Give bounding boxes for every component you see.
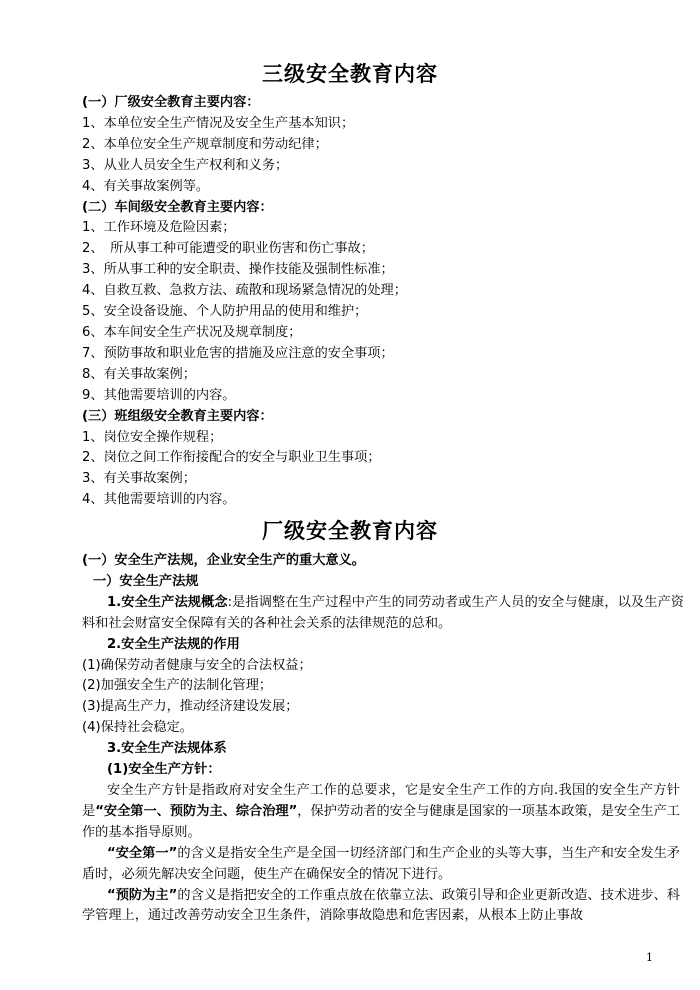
policy-slogan: “安全第一、预防为主、综合治理” [95,803,298,819]
list-item: 9、其他需要培训的内容。 [82,387,236,403]
concept-label: 1.安全生产法规概念 [107,594,228,610]
list-item: 5、安全设备设施、个人防护用品的使用和维护； [82,304,368,320]
prevention-text: 的含义是指把安全的工作重点放在依靠立法、政策引导和企业更新改造、技术进步、科学管理上，通过改善劳动安全卫生条件，消除事故隐患和危害因素，从根本上防止事故 [82,887,680,924]
list-item: 1、工作环境及危险因素； [82,220,236,236]
list-item: 6、本车间安全生产状况及规章制度； [82,324,302,340]
safety-first-paragraph [82,844,680,886]
list-item: (2)加强安全生产的法制化管理； [82,678,273,694]
list-item: (1)确保劳动者健康与安全的合法权益； [82,657,312,673]
page-number: 1 [646,951,653,964]
safety-first-term: “安全第一” [107,845,178,861]
list-item: 4、其他需要培训的内容。 [82,492,236,508]
list-item: 8、有关事故案例； [82,366,196,382]
list-item: 2、 所从事工种可能遭受的职业伤害和伤亡事故； [82,241,374,257]
safety-first-text: 的含义是指安全生产是全国一切经济部门和生产企业的头等大事，当生产和安全发生矛盾时，必须先解决安全问题，使生产在确保安全的情况下进行。 [82,845,680,882]
three-level-section [0,93,700,511]
concept-paragraph [82,593,684,635]
role-heading: 2.安全生产法规的作用 [107,636,240,652]
prevention-paragraph [82,886,680,928]
level1-heading: (一）厂级安全教育主要内容： [82,95,260,110]
page-title: 三级安全教育内容 [262,62,438,86]
list-item: (3)提高生产力，推动经济建设发展； [82,699,299,715]
list-item: 3、从业人员安全生产权利和义务； [82,157,289,173]
policy-text-b: ，保护劳动者的安全与健康是国家的一项基本政策，是安全生产工作的基本指导原则。 [82,803,680,840]
section-title: 厂级安全教育内容 [262,519,438,543]
list-item: 2、岗位之间工作衔接配合的安全与职业卫生事项； [82,450,381,466]
policy-text-a: 安全生产方针是指政府对安全生产工作的总要求，它是安全生产工作的方向.我国的安全生产方针是 [82,782,680,819]
list-item: 4、自救互救、急救方法、疏散和现场紧急情况的处理； [82,283,407,299]
system-heading: 3.安全生产法规体系 [107,741,227,757]
list-item: (4)保持社会稳定。 [82,720,193,736]
concept-text: :是指调整在生产过程中产生的同劳动者或生产人员的安全与健康，以及生产资料和社会财富安全保障有关的各种社会关系的法律规范的总和。 [82,594,684,631]
level3-heading: (三）班组级安全教育主要内容： [82,408,273,424]
policy-paragraph [82,781,680,844]
factory-level-section [0,551,700,927]
policy-heading: (1)安全生产方针： [107,762,221,778]
list-item: 3、有关事故案例； [82,471,196,487]
sec1-heading: (一）安全生产法规，企业安全生产的重大意义。 [82,553,365,568]
list-item: 2、本单位安全生产规章制度和劳动纪律； [82,136,328,152]
list-item: 7、预防事故和职业危害的措施及应注意的安全事项； [82,345,394,361]
list-item: 3、所从事工种的安全职责、操作技能及强制性标准； [82,262,394,278]
prevention-term: “预防为主” [107,887,178,903]
list-item: 4、有关事故案例等。 [82,178,210,194]
list-item: 1、本单位安全生产情况及安全生产基本知识； [82,115,355,131]
level2-heading: (二）车间级安全教育主要内容： [82,199,273,215]
list-item: 1、岗位安全操作规程； [82,429,223,445]
sec1-subheading: 一）安全生产法规 [93,573,199,589]
